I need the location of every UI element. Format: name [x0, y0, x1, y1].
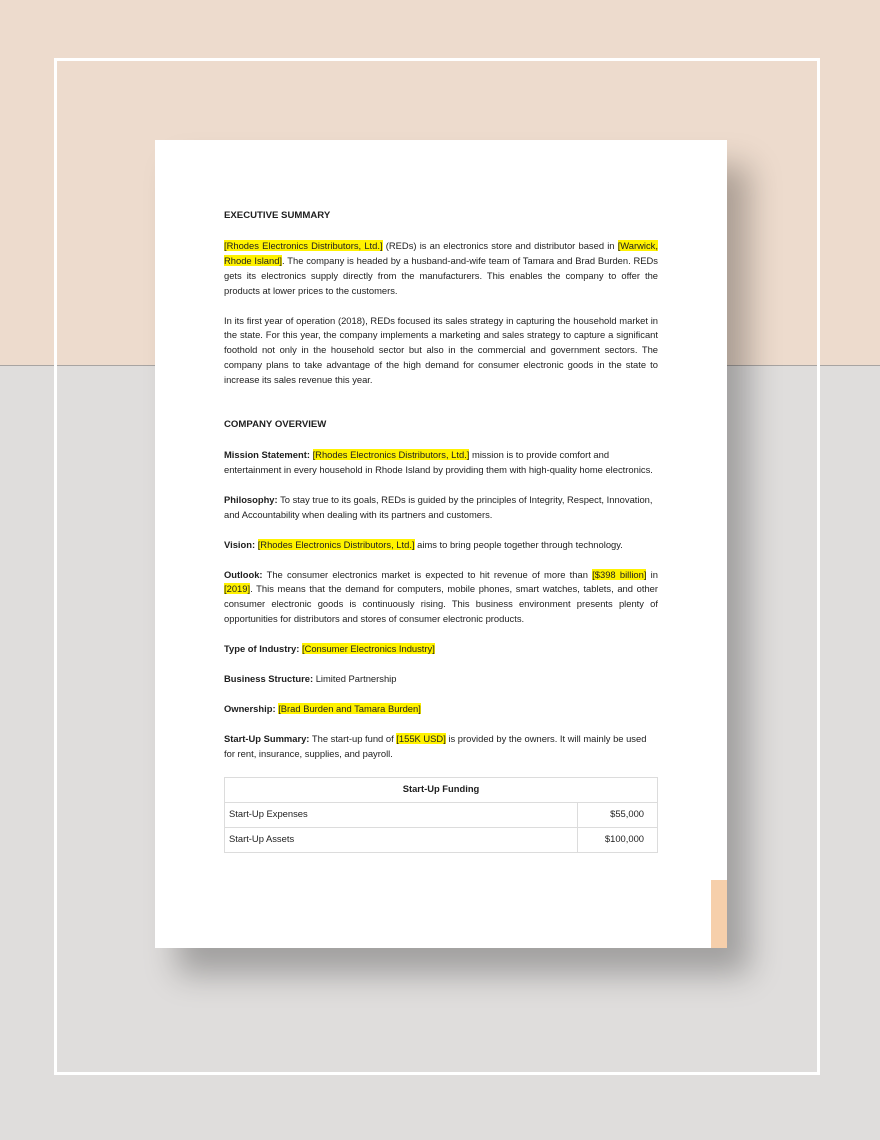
mission-statement — [224, 448, 658, 478]
text-run: in — [646, 568, 658, 580]
philosophy-label: Philosophy: — [224, 493, 278, 505]
text-run: is provided by the owners. It will mainly be used for rent, insurance, supplies, and payroll. — [224, 732, 647, 759]
location-highlight: [Warwick, Rhode Island] — [224, 239, 658, 266]
row-label: Start-Up Assets — [225, 827, 578, 852]
vision — [224, 538, 658, 553]
company-name-highlight: [Rhodes Electronics Distributors, Ltd.] — [257, 538, 415, 550]
row-amount: $100,000 — [578, 827, 658, 852]
revenue-highlight: [$398 billion] — [592, 568, 647, 580]
text-run: . This means that the demand for computers, mobile phones, smart watches, tablets, and other consumer electronic goods is continuously rising. This business environment presents plenty of opportunities for distributors and stores of consumer electronic products. — [224, 583, 658, 625]
table-row — [225, 802, 658, 827]
text-run: mission is to provide comfort and entertainment in every household in Rhode Island by providing them with high-quality home electronics. — [224, 448, 653, 475]
text-run: The consumer electronics market is expected to hit revenue of more than — [262, 568, 593, 580]
table-title: Start-Up Funding — [225, 777, 658, 802]
table-row — [225, 827, 658, 852]
startup-amount-highlight: [155K USD] — [396, 732, 446, 744]
vision-label: Vision: — [224, 538, 256, 550]
mission-label: Mission Statement: — [224, 448, 310, 460]
industry-highlight: [Consumer Electronics Industry] — [301, 643, 435, 655]
executive-summary-heading: EXECUTIVE SUMMARY — [224, 210, 331, 221]
year-highlight: [2019] — [224, 583, 251, 595]
company-name-highlight: [Rhodes Electronics Distributors, Ltd.] — [224, 239, 383, 251]
business-structure — [224, 672, 658, 687]
table-header-row — [225, 777, 658, 802]
outlook — [224, 568, 658, 628]
ownership — [224, 702, 658, 717]
ownership-highlight: [Brad Burden and Tamara Burden] — [278, 702, 421, 714]
executive-summary-paragraph-2: In its first year of operation (2018), REDs focused its sales strategy in capturing the household market in the state. For this year, the company implements a marketing and sales strategy to capture a significant foothold not only in the household sector but also in the commercial and government sectors. The company plans to take advantage of the high demand for consumer electronic goods in the state to increase its sales revenue this year. — [224, 314, 658, 386]
row-label: Start-Up Expenses — [225, 802, 578, 827]
document-content — [224, 209, 658, 853]
text-run: aims to bring people together through technology. — [414, 538, 623, 550]
company-overview-heading: COMPANY OVERVIEW — [224, 419, 327, 431]
text-run: . The company is headed by a husband-and-wife team of Tamara and Brad Burden. REDs gets its electronics supply directly from the manufacturers. This enables the company to offer the products at lower prices to the customers. — [224, 254, 658, 296]
text-run: The start-up fund of — [309, 732, 397, 744]
ownership-label: Ownership: — [224, 702, 276, 714]
text-run: To stay true to its goals, REDs is guided by the principles of Integrity, Respect, Innovation, and Accountability when dealing with its partners and customers. — [224, 493, 653, 520]
text-run: (REDs) is an electronics store and distributor based in — [382, 239, 618, 251]
start-up-funding-table — [224, 777, 658, 853]
structure-value: Limited Partnership — [313, 673, 397, 685]
page-corner-tab — [711, 880, 727, 948]
executive-summary-paragraph-1 — [224, 239, 658, 299]
start-up-summary — [224, 732, 658, 762]
structure-label: Business Structure: — [224, 673, 314, 685]
outlook-label: Outlook: — [224, 568, 263, 580]
type-of-industry — [224, 642, 658, 657]
startup-label: Start-Up Summary: — [224, 732, 310, 744]
row-amount: $55,000 — [578, 802, 658, 827]
company-name-highlight: [Rhodes Electronics Distributors, Ltd.] — [312, 448, 470, 460]
industry-label: Type of Industry: — [224, 643, 300, 655]
philosophy — [224, 493, 658, 523]
